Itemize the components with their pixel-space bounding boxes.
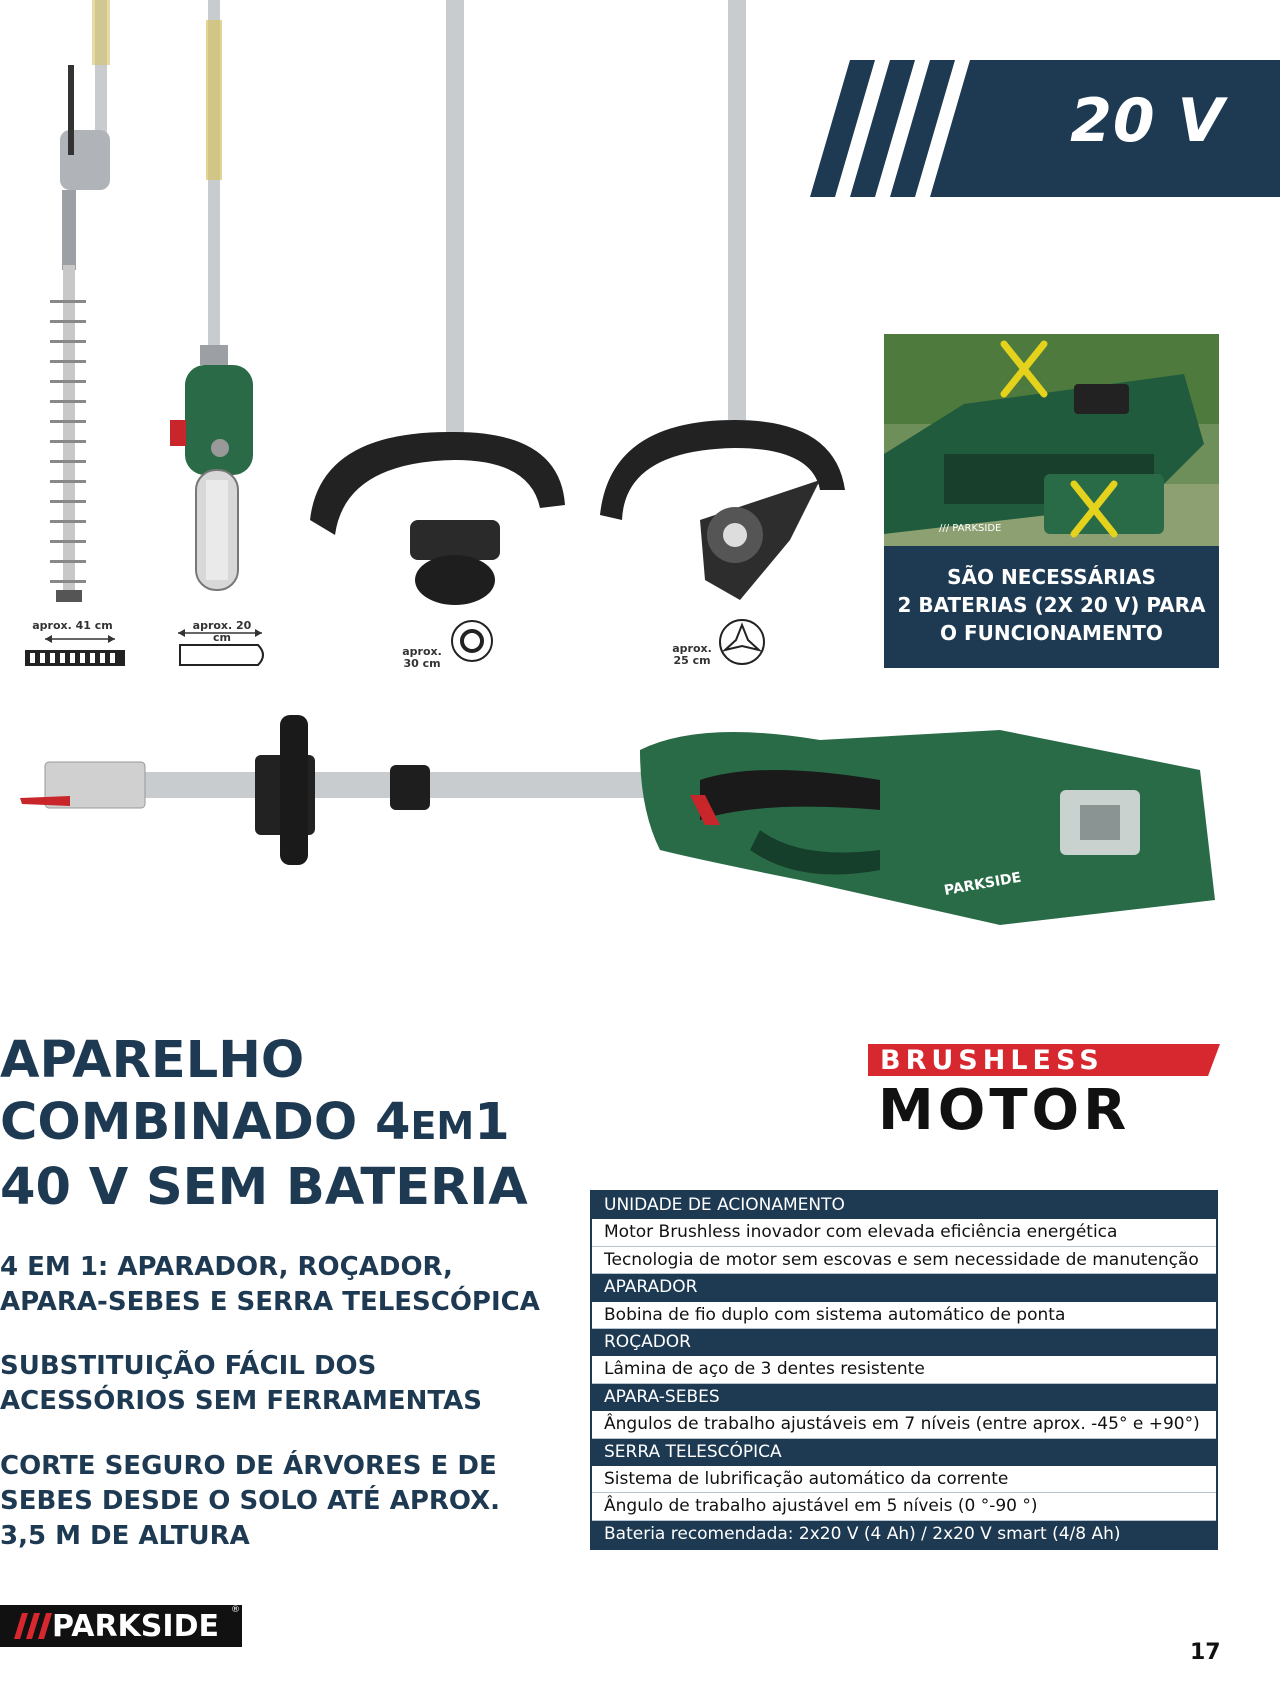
line-trimmer-attachment bbox=[310, 0, 565, 661]
spec-section-header: Bateria recomendada: 2x20 V (4 Ah) / 2x20 V smart (4/8 Ah) bbox=[592, 1521, 1216, 1548]
svg-text:/// PARKSIDE: /// PARKSIDE bbox=[939, 523, 1002, 534]
spec-row: Motor Brushless inovador com elevada eficiência energética bbox=[592, 1219, 1216, 1246]
brushless-motor-logo bbox=[868, 1044, 1220, 1144]
hedge-trimmer-attachment bbox=[25, 0, 125, 666]
spec-row: Ângulos de trabalho ajustáveis em 7 níveis (entre aprox. -45° e +90°) bbox=[592, 1411, 1216, 1438]
product-title-line2-em: EM bbox=[410, 1104, 475, 1148]
feature-toolfree-line1: SUBSTITUIÇÃO FÁCIL DOS bbox=[0, 1351, 377, 1381]
feature-4in1-line2: APARA-SEBES E SERRA TELESCÓPICA bbox=[0, 1287, 540, 1317]
chainsaw-size-label: aprox. 20 cm bbox=[192, 619, 252, 644]
spec-row: Lâmina de aço de 3 dentes resistente bbox=[592, 1356, 1216, 1383]
feature-toolfree-line2: ACESSÓRIOS SEM FERRAMENTAS bbox=[0, 1386, 482, 1416]
product-title-line2 bbox=[0, 1092, 560, 1157]
product-title-line2-main: COMBINADO 4 bbox=[0, 1093, 411, 1152]
product-title bbox=[0, 1030, 560, 1219]
brushcutter-size-label-line1: aprox. bbox=[672, 642, 712, 655]
page-number: 17 bbox=[1190, 1640, 1221, 1665]
spec-section-header: APARADOR bbox=[592, 1274, 1216, 1301]
power-unit-illustration bbox=[0, 700, 1260, 970]
parkside-logo-text: PARKSIDE bbox=[52, 1609, 219, 1644]
spec-table bbox=[590, 1190, 1218, 1550]
battery-photo-drawing bbox=[884, 334, 1219, 546]
spec-section-header: SERRA TELESCÓPICA bbox=[592, 1439, 1216, 1466]
battery-requirement-note bbox=[884, 546, 1219, 668]
battery-note-line1: SÃO NECESSÁRIAS bbox=[947, 565, 1156, 589]
product-title-line2-end: 1 bbox=[474, 1093, 510, 1152]
brushcutter-size-label bbox=[667, 643, 717, 667]
feature-4in1 bbox=[0, 1250, 540, 1320]
motor-word: MOTOR bbox=[878, 1078, 1131, 1143]
feature-safe-cutting bbox=[0, 1449, 500, 1554]
spec-row: Sistema de lubrificação automático da corrente bbox=[592, 1466, 1216, 1493]
product-title-line1: APARELHO bbox=[0, 1031, 305, 1090]
trimmer-size-label-line1: aprox. bbox=[402, 645, 442, 658]
feature-safe-line2: SEBES DESDE O SOLO ATÉ APROX. bbox=[0, 1486, 501, 1516]
hedge-trimmer-size-label: aprox. 41 cm bbox=[32, 619, 113, 632]
feature-safe-line1: CORTE SEGURO DE ÁRVORES E DE bbox=[0, 1451, 497, 1481]
brushcutter-size-label-line2: 25 cm bbox=[673, 654, 711, 667]
product-title-line3: 40 V SEM BATERIA bbox=[0, 1158, 528, 1217]
brushcutter-attachment bbox=[600, 0, 845, 664]
spec-row: Tecnologia de motor sem escovas e sem necessidade de manutenção bbox=[592, 1247, 1216, 1274]
spec-section-header: APARA-SEBES bbox=[592, 1384, 1216, 1411]
parkside-stripes-icon bbox=[4, 1605, 54, 1647]
attachments-illustration bbox=[0, 0, 860, 690]
voltage-label: 20 V bbox=[1070, 86, 1225, 156]
spec-row: Bobina de fio duplo com sistema automático de ponta bbox=[592, 1302, 1216, 1329]
brushless-word: BRUSHLESS bbox=[880, 1045, 1104, 1076]
tool-brand-text: PARKSIDE bbox=[942, 869, 1023, 899]
trimmer-size-label-line2: 30 cm bbox=[403, 657, 441, 670]
spec-section-header: ROÇADOR bbox=[592, 1329, 1216, 1356]
feature-4in1-line1: 4 EM 1: APARADOR, ROÇADOR, bbox=[0, 1252, 453, 1282]
battery-slot-photo bbox=[884, 334, 1219, 546]
pole-chainsaw-attachment bbox=[170, 0, 263, 665]
voltage-banner bbox=[810, 60, 1280, 197]
spec-section-header: UNIDADE DE ACIONAMENTO bbox=[592, 1192, 1216, 1219]
feature-toolfree-change bbox=[0, 1349, 482, 1419]
feature-safe-line3: 3,5 M DE ALTURA bbox=[0, 1521, 250, 1551]
battery-note-line2: 2 BATERIAS (2X 20 V) PARA bbox=[897, 593, 1206, 617]
power-unit-drawing bbox=[0, 700, 1260, 970]
spec-row: Ângulo de trabalho ajustável em 5 níveis (0 °-90 °) bbox=[592, 1493, 1216, 1520]
registered-mark: ® bbox=[231, 1605, 240, 1615]
attachments-drawing bbox=[0, 0, 860, 690]
battery-note-line3: O FUNCIONAMENTO bbox=[940, 621, 1163, 645]
trimmer-size-label bbox=[397, 646, 447, 670]
parkside-logo bbox=[0, 1605, 242, 1647]
